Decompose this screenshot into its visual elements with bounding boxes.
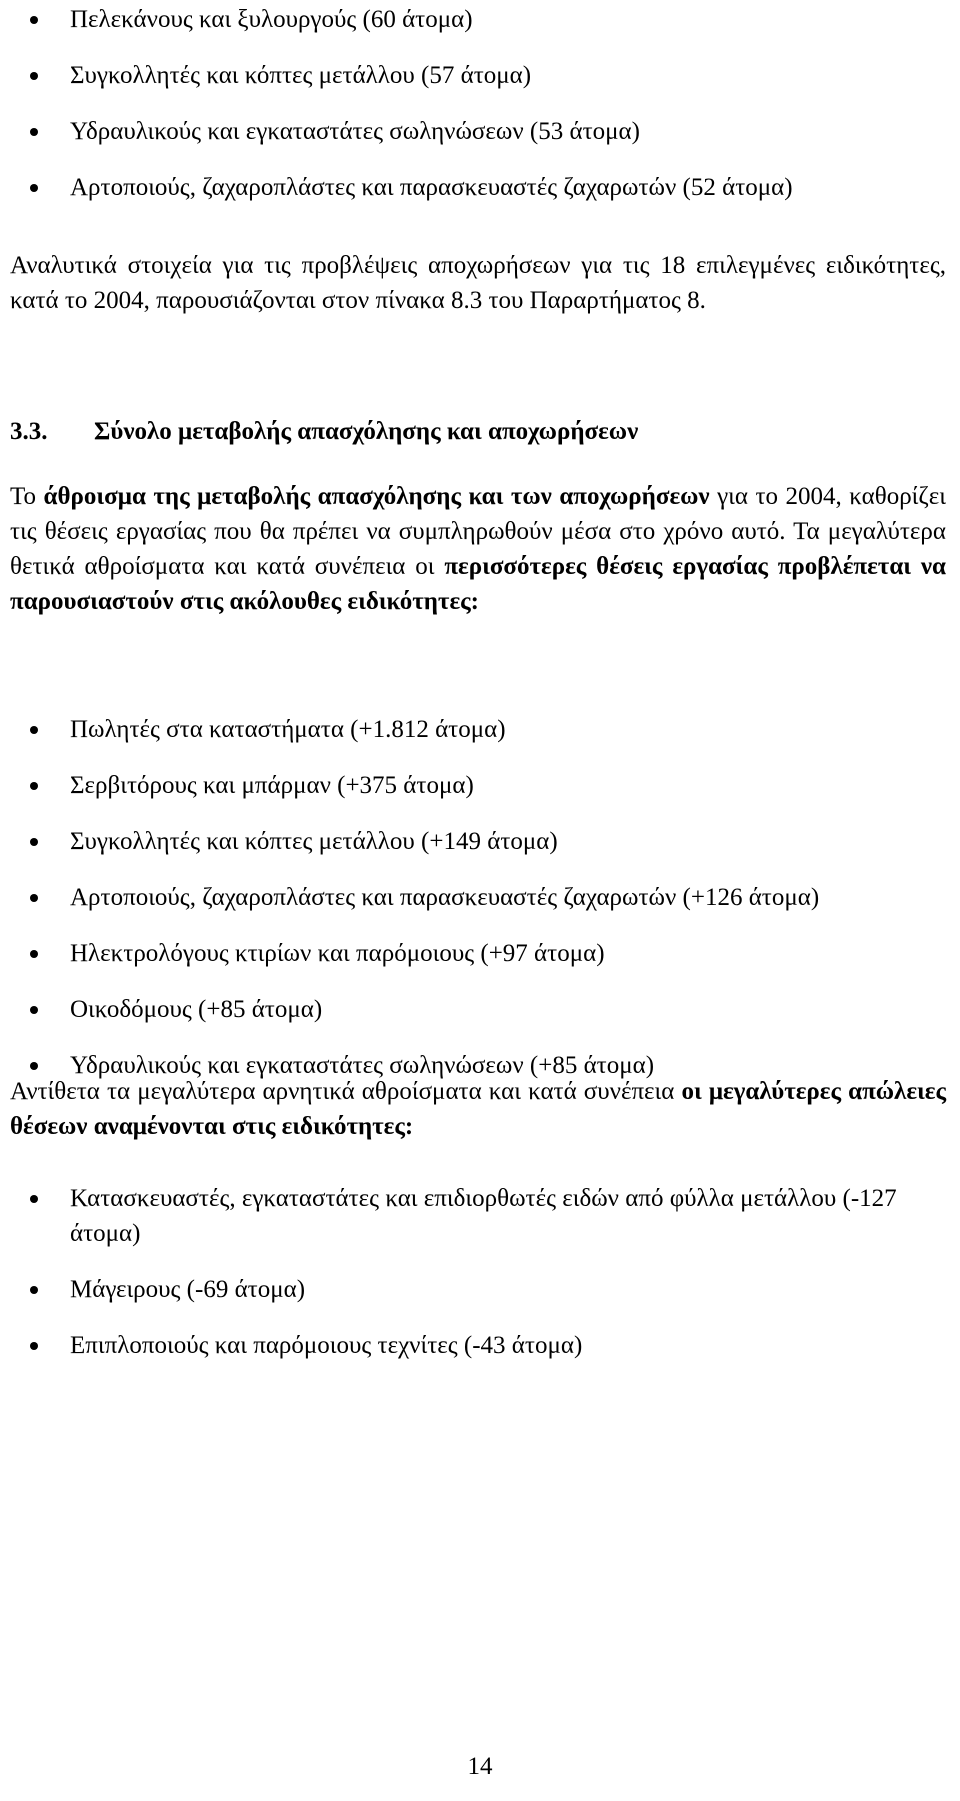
list-item-text: Κατασκευαστές, εγκαταστάτες και επιδιορθωτές ειδών από φύλλα μετάλλου (-127 άτομα): [70, 1185, 897, 1247]
list-item-text: Μάγειρους (-69 άτομα): [70, 1276, 306, 1303]
paragraph-bold-text: περισσότερες θέσεις εργασίας προβλέπεται να παρουσιαστούν στις ακόλουθες ειδικότητες:: [10, 553, 946, 615]
list-item-text: Συγκολλητές και κόπτες μετάλλου (57 άτομα): [70, 62, 532, 89]
list-item: [0, 880, 960, 915]
paragraph-bold-text: άθροισμα της μεταβολής απασχόλησης και των αποχωρήσεων: [43, 483, 710, 510]
occupation-list-negative: [0, 1181, 960, 1384]
bullet-icon: [30, 184, 38, 192]
bullet-icon: [30, 838, 38, 846]
bullet-icon: [30, 782, 38, 790]
list-item: [0, 1328, 960, 1363]
list-item: [0, 712, 960, 747]
list-item: [0, 768, 960, 803]
bullet-icon: [30, 128, 38, 136]
list-item: [0, 936, 960, 971]
bullet-icon: [30, 726, 38, 734]
paragraph-total-change: [10, 479, 946, 619]
list-item-text: Αρτοποιούς, ζαχαροπλάστες και παρασκευαστές ζαχαρωτών (+126 άτομα): [70, 884, 820, 911]
page-number: 14: [467, 1753, 493, 1780]
list-item: [0, 58, 960, 93]
paragraph-text: για το 2004, καθορίζει τις θέσεις εργασίας που θα πρέπει να συμπληρωθούν μέσα στο χρόνο αυτό. Τα μεγαλύτερα θετικά αθροίσματα και κατά συνέπεια οι: [10, 483, 946, 580]
list-item-text: Πελεκάνους και ξυλουργούς (60 άτομα): [70, 6, 473, 33]
list-item: [0, 824, 960, 859]
occupation-list-positive: [0, 712, 960, 1104]
bullet-icon: [30, 1286, 38, 1294]
list-item: [0, 1272, 960, 1307]
paragraph-text: Το: [10, 483, 44, 510]
list-item: [0, 2, 960, 37]
list-item-text: Αρτοποιούς, ζαχαροπλάστες και παρασκευαστές ζαχαρωτών (52 άτομα): [70, 174, 793, 201]
list-item: [0, 1181, 960, 1251]
paragraph-negative-totals: [10, 1074, 946, 1144]
bullet-icon: [30, 16, 38, 24]
list-item-text: Πωλητές στα καταστήματα (+1.812 άτομα): [70, 716, 506, 743]
list-item-text: Σερβιτόρους και μπάρμαν (+375 άτομα): [70, 772, 474, 799]
list-item-text: Υδραυλικούς και εγκαταστάτες σωληνώσεων (53 άτομα): [70, 118, 640, 145]
bullet-icon: [30, 1062, 38, 1070]
list-item: [0, 114, 960, 149]
paragraph-details-reference: Αναλυτικά στοιχεία για τις προβλέψεις αποχωρήσεων για τις 18 επιλεγμένες ειδικότητες, κατά το 2004, παρουσιάζονται στον πίνακα 8.3 του Παραρτήματος 8.: [10, 252, 946, 314]
list-item-text: Επιπλοποιούς και παρόμοιους τεχνίτες (-43 άτομα): [70, 1332, 583, 1359]
list-item-text: Υδραυλικούς και εγκαταστάτες σωληνώσεων (+85 άτομα): [70, 1052, 655, 1079]
list-item-text: Ηλεκτρολόγους κτιρίων και παρόμοιους (+97 άτομα): [70, 940, 605, 967]
bullet-icon: [30, 72, 38, 80]
section-number: 3.3.: [10, 418, 48, 445]
occupation-list-departures: [0, 2, 960, 226]
bullet-icon: [30, 950, 38, 958]
paragraph-text: Αντίθετα τα μεγαλύτερα αρνητικά αθροίσματα και κατά συνέπεια: [10, 1078, 682, 1105]
paragraph-bold-text: οι μεγαλύτερες απώλειες θέσεων αναμένονται στις ειδικότητες:: [10, 1078, 946, 1140]
list-item-text: Συγκολλητές και κόπτες μετάλλου (+149 άτομα): [70, 828, 558, 855]
bullet-icon: [30, 894, 38, 902]
section-heading: [10, 414, 638, 449]
list-item: [0, 170, 960, 205]
section-title: Σύνολο μεταβολής απασχόλησης και αποχωρήσεων: [94, 418, 639, 445]
bullet-icon: [30, 1195, 38, 1203]
bullet-icon: [30, 1342, 38, 1350]
list-item: [0, 992, 960, 1027]
list-item-text: Οικοδόμους (+85 άτομα): [70, 996, 323, 1023]
bullet-icon: [30, 1006, 38, 1014]
